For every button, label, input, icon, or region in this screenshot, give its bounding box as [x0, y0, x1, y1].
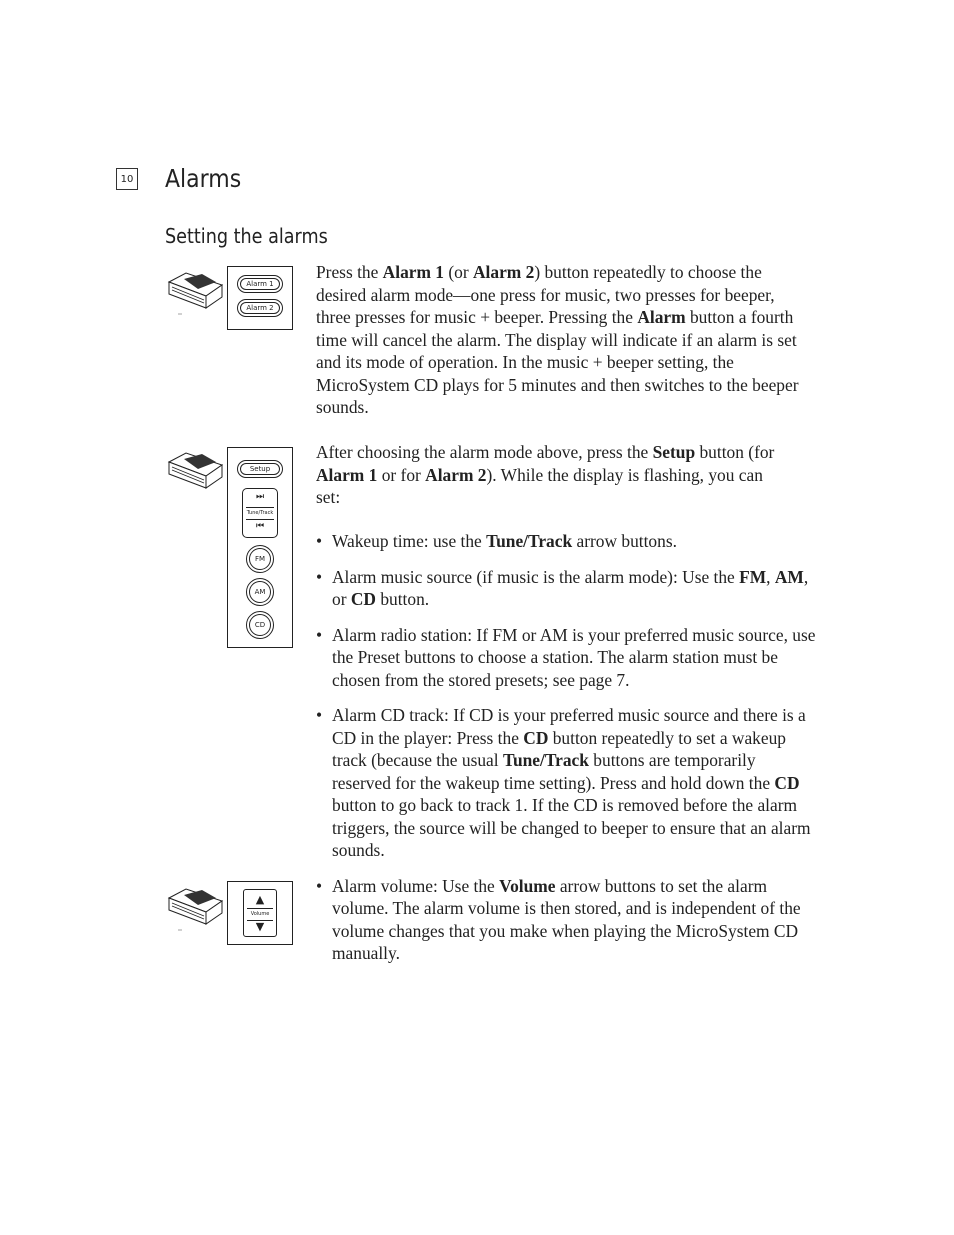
page-title: Alarms: [165, 164, 242, 193]
fm-button: FM: [246, 545, 274, 573]
page-number: 10: [116, 168, 138, 190]
volume-up-icon: ▲: [255, 893, 265, 906]
microsystem-device-illustration: [166, 270, 224, 318]
list-item-radio-station: • Alarm radio station: If FM or AM is your preferred music source, use the Preset buttons to choose a station. The alarm station must be chosen from the stored presets; see page 7.: [316, 624, 816, 692]
volume-buttons-panel: [227, 881, 293, 945]
tune-track-label: Tune/Track: [246, 510, 274, 516]
am-button: AM: [246, 578, 274, 606]
setup-button: Setup: [237, 460, 283, 478]
list-item-wakeup-time: • Wakeup time: use the Tune/Track arrow buttons.: [316, 530, 816, 553]
volume-label: Volume: [250, 911, 270, 917]
list-item-music-source: • Alarm music source (if music is the alarm mode): Use the FM, AM, or CD button.: [316, 566, 816, 611]
list-item-alarm-volume: • Alarm volume: Use the Volume arrow buttons to set the alarm volume. The alarm volume is then stored, and is independent of the volume changes that you make when playing the MicroSystem CD manually.: [316, 875, 816, 965]
setup-buttons-panel: [227, 447, 293, 648]
setting-list: [316, 530, 816, 965]
previous-track-icon: ⏮: [255, 521, 265, 531]
alarm-mode-paragraph: Press the Alarm 1 (or Alarm 2) button repeatedly to choose the desired alarm mode—one press for music, two presses for beeper, three presses for music + beeper. Pressing the Alarm button a fourth time will cancel the alarm. The display will indicate if an alarm is set and its mode of operation. In the music + beeper setting, the MicroSystem CD plays for 5 minutes and then switches to the beeper sounds.: [316, 262, 799, 417]
microsystem-device-illustration: [166, 886, 224, 934]
alarm-1-button: Alarm 1: [237, 275, 283, 293]
alarm-buttons-panel: [227, 266, 293, 330]
next-track-icon: ⏭: [255, 492, 265, 502]
tune-track-buttons: [242, 488, 278, 538]
volume-buttons: [243, 889, 277, 937]
setup-intro-paragraph: After choosing the alarm mode above, press the Setup button (for Alarm 1 or for Alarm 2). While the display is flashing, you can set:: [316, 442, 775, 507]
section-heading: Setting the alarms: [165, 224, 328, 248]
list-item-cd-track: • Alarm CD track: If CD is your preferred music source and there is a CD in the player: Press the CD button repeatedly to set a wakeup track (because the usual Tune/Track buttons are temporarily reserved for the wakeup time setting). Press and hold down the CD button to go back to track 1. If the CD is removed before the alarm triggers, the source will be changed to beeper to ensure that an alarm sounds.: [316, 704, 816, 862]
microsystem-device-illustration: [166, 450, 224, 498]
alarm-2-button: Alarm 2: [237, 299, 283, 317]
volume-down-icon: ▼: [255, 920, 265, 933]
cd-button: CD: [246, 611, 274, 639]
